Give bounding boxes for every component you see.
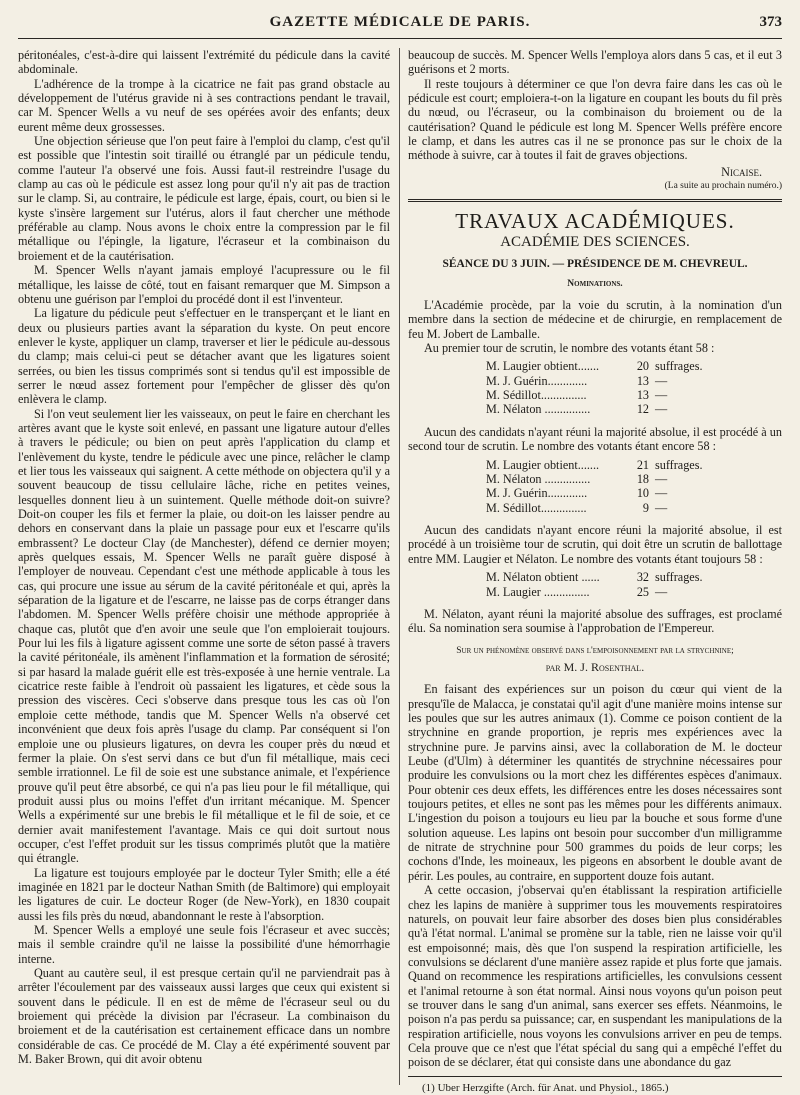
footnote-divider: [408, 1076, 782, 1077]
page-number: 373: [759, 14, 782, 30]
left-column: [18, 48, 390, 1087]
vote-tally-first-round: [486, 359, 726, 417]
vote-unit: —: [655, 500, 668, 515]
paragraph: beaucoup de succès. M. Spencer Wells l'employa alors dans 5 cas, et il eut 3 guérisons et 2 morts.: [408, 48, 782, 77]
paragraph: La ligature est toujours employée par le docteur Tyler Smith; elle a été imaginée en 1821 par le docteur Nathan Smith (de Baltimore) qui employait les ligatures de cuir. Le docteur Roger (de New-York), en 1830 coupait aussi les fils près du nœud, abandonnant le reste à l'absorption.: [18, 865, 390, 923]
candidate-name: M. Laugier obtient.......: [486, 359, 600, 374]
article-title: Sur un phénomène observé dans l'empoisonnement par la strychnine;: [456, 645, 734, 656]
vote-count: 10: [636, 486, 649, 501]
article-author: par M. J. Rosenthal.: [545, 660, 645, 674]
paragraph: M. Spencer Wells n'ayant jamais employé l'acupressure ou le fil métallique, les laisse de côté, tout en faisant remarquer que M. Simpson a obtenu une guérison par l'emploi du procédé dont il est l'inventeur.: [18, 263, 390, 306]
vote-row: [486, 402, 726, 416]
candidate-name: M. Nélaton ...............: [486, 402, 591, 417]
vote-row: [486, 486, 726, 500]
vote-count: 12: [636, 402, 649, 417]
candidate-name: M. Nélaton obtient ......: [486, 570, 600, 585]
vote-unit: —: [655, 471, 668, 486]
vote-row: [486, 501, 726, 515]
vote-row: [486, 585, 726, 599]
seance-heading: SÉANCE DU 3 JUIN. — PRÉSIDENCE DE M. CHEVREUL.: [442, 258, 748, 271]
paragraph: En faisant des expériences sur un poison du cœur qui vient de la presqu'île de Malacca, je constatai qu'il agit d'une manière moins intense sur les poules que sur les autres animaux (1). Comme ce poison contient de la strychnine en grande proportion, je repris mes expériences avec la strychnine pure. Je parvins ainsi, avec la collaboration de M. le docteur Leube (d'Ulm) à déterminer les quantités de strychnine nécessaires pour produire les convulsions ou la mort chez les différentes espèces d'animaux. Pour obtenir ces deux effets, les différences entre les doses nécessaires sont toujours petites, et elles ne sont pas les mêmes pour les différents animaux. L'ingestion du poison a toujours eu lieu par la bouche et sous forme d'une solution aqueuse. Les lapins ont besoin pour succomber d'un milligramme de nitrate de strychnine pour 500 grammes du poids de leur corps; les cochons d'Inde, les moineaux, les pigeons en absorbent le double avant de périr. Les poules, au contraire, en supportent douze fois autant.: [408, 682, 782, 883]
page-header: [18, 10, 782, 39]
vote-count: 13: [636, 388, 649, 402]
paragraph: L'adhérence de la trompe à la cicatrice ne fait pas grand obstacle au développement de l'utérus gravide ni à ses contractions pendant le travail, car M. Spencer Wells a vu neuf de ses opérées avoir des enfants; deux eurent même deux grossesses.: [18, 76, 390, 134]
vote-count: 9: [642, 500, 649, 515]
vote-unit: suffrages.: [655, 457, 703, 472]
candidate-name: M. Sédillot...............: [486, 388, 587, 402]
paragraph: M. Spencer Wells a employé une seule fois l'écraseur et avec succès; mais il semble craindre qu'il ne laisse la possibilité d'une hémorrhagie interne.: [18, 922, 390, 966]
vote-unit: suffrages.: [655, 570, 703, 585]
vote-count: 18: [636, 471, 649, 486]
vote-count: 20: [636, 359, 649, 374]
paragraph: Une objection sérieuse que l'on peut faire à l'emploi du clamp, c'est qu'il est possible que l'intestin soit tiraillé ou étranglé par un pédicule tendu, comme l'auteur l'a observé une fois. Aussi faut-il restreindre l'usage du clamp au cas où le pédicule est assez long pour qu'il n'y ait pas de traction sur le clamp. Si, au contraire, le pédicule est large, épais, court, ou bien si le kyste s'insère largement sur l'utérus, alors il faut chercher une méthode préférable au clamp. Nous avons le choix entre la compression par le fil métallique ou l'épingle, la ligature, l'écraseur et la combinaison du broiement et de la cautérisation.: [18, 134, 390, 263]
vote-unit: —: [655, 584, 668, 599]
vote-row: [486, 359, 726, 373]
paragraph: Si l'on veut seulement lier les vaisseaux, on peut le faire en cherchant les artères avant que le kyste soit enlevé, en passant une ligature autour d'elles à travers le pédicule; ou bien on peut après l'application du clamp et l'enlèvement du kyste, tendre le pédicule avec une pince, relâcher le clamp et lier tous les vaisseaux qui saignent. A cette méthode on objectera qu'il y a souvent beaucoup de tissu cellulaire lâche, riche en petites veines, lesquelles donnent lieu à un suintement. Quelle méthode doit-on suivre? Doit-on couper les fils et fermer la plaie, ou doit-on les laisser pendre au dehors en conservant dans la plaie un passage pour eux et l'escarre qu'ils embrassent? Le docteur Clay (de Manchester), défend ce dernier moyen; après quelques essais, M. Spencer Wells ne paraît guère disposé à l'employer de nouveau. Cependant c'est une méthode applicable à tous les cas, qui procure une issue au sérum de la cavité péritonéale et qui, après la séparation de la ligature et de l'escarre, ne laisse pas de corps étranger dans l'abdomen. M. Spencer Wells préfère choisir une méthode appropriée à chaque cas, plutôt que d'en avoir une seule que l'on emploierait toujours. Pour lui les fils à ligature agissent comme une sorte de séton passé à travers la cavité péritonéale, ils amènent l'inflammation et la formation de sérosité; si par hasard la malade guérit elle est très-exposée à une hernie ventrale. La cicatrice reste faible à l'endroit où passaient les ligatures, et cède sous la pression des viscères. Ceci s'observe dans presque tous les cas où l'on emploie cette méthode, tandis que M. Spencer Wells n'a observé cet inconvénient que deux fois après l'usage du clamp. Par conséquent si l'on emploie une ou plusieurs ligatures, on devra les couper près du nœud et fermer la plaie. On s'est servi dans ce but d'un fil métallique, mais ceci semble irrationnel. Le fil de soie est une substance animale, et l'expérience prouve qu'il peut être absorbé, ce qui n'a pas lieu pour le fil métallique, qui produit aussi plus ou moins l'effet d'un irritant mécanique. M. Spencer Wells a expérimenté sur une brebis le fil métallique et le fil de soie, et ce dernier avait manifestement l'avantage. Mais ce qui doit surtout nous occuper, c'est l'effet produit sur les tissus comprimés plutôt que la matière qui étrangle.: [18, 406, 390, 866]
continuation-note: (La suite au prochain numéro.): [664, 181, 782, 192]
vote-row: [486, 374, 726, 388]
vote-unit: —: [655, 402, 668, 417]
paragraph: Il reste toujours à déterminer ce que l'on devra faire dans les cas où le pédicule est court; emploiera-t-on la ligature en coupant les bouts du fil près du nœud, ou l'écraseur, ou la combinaison du broiement ou de la cautérisation? Quand le pédicule est long M. Spencer Wells préfère encore le clamp, et dans les autres cas il ne se prononce pas sur le choix de la méthode à suivre, car à toutes il fait de graves objections.: [408, 76, 782, 163]
vote-row: [486, 472, 726, 486]
paragraph: Aucun des candidats n'ayant encore réuni la majorité absolue, il est procédé à un troisième tour de scrutin, qui doit être un scrutin de ballottage entre MM. Laugier et Nélaton. Le nombre des votants étant toujours 58 :: [408, 523, 782, 566]
candidate-name: M. Laugier obtient.......: [486, 457, 600, 472]
vote-row: [486, 388, 726, 402]
paragraph: L'Académie procède, par la voie du scrutin, à la nomination d'un membre dans la section de médecine et de chirurgie, en remplacement de feu M. Jobert de Lamballe.: [408, 297, 782, 341]
vote-row: [486, 458, 726, 472]
section-subtitle: ACADÉMIE DES SCIENCES.: [500, 233, 690, 250]
right-column: [408, 48, 782, 1094]
candidate-name: M. J. Guérin.............: [486, 486, 588, 501]
vote-unit: —: [655, 388, 668, 402]
paragraph: M. Nélaton, ayant réuni la majorité absolue des suffrages, est proclamé élu. Sa nomination sera soumise à l'approbation de l'Empereur.: [408, 606, 782, 636]
nominations-heading: Nominations.: [567, 279, 623, 290]
section-title: TRAVAUX ACADÉMIQUES.: [455, 209, 735, 234]
paragraph: Quant au cautère seul, il est presque certain qu'il ne parviendrait pas à arrêter l'écoulement par des vaisseaux aussi larges que ceux qui existent si souvent dans le pédicule. Il en est de même de l'écraseur seul ou du broiement qui précède la division par l'écraseur. La combinaison du broiement et de la cautérisation est certainement efficace dans un nombre considérable de cas. Ce procédé de M. Clay a été expérimenté souvent par M. Baker Brown, qui dit avoir obtenu: [18, 966, 390, 1067]
footnote: (1) Uber Herzgifte (Arch. für Anat. und Physiol., 1865.): [422, 1081, 669, 1094]
paragraph: Aucun des candidats n'ayant réuni la majorité absolue, il est procédé à un second tour de scrutin. Le nombre des votants étant encore 58 :: [408, 424, 782, 454]
vote-unit: suffrages.: [655, 359, 703, 374]
vote-row: [486, 570, 726, 584]
vote-tally-second-round: [486, 458, 726, 516]
candidate-name: M. Laugier ...............: [486, 584, 590, 599]
vote-count: 13: [636, 373, 649, 388]
paragraph: A cette occasion, j'observai qu'en établissant la respiration artificielle chez les lapins de manière à supprimer tous les mouvements respiratoires naturels, on pouvait leur faire absorber des doses bien plus considérables qu'à l'état normal. L'animal se promène sur la table, rien ne laisse voir qu'il est empoisonné; mais, dès que l'on suspend la respiration artificielle, les convulsions se déclarent d'une manière assez rapide et plus forte que jamais. Quand on recommence les respirations artificielles, les convulsions cessent et l'animal retourne à son état normal. Ainsi nous voyons qu'un poison peut se trouver dans le sang d'un animal, sans exercer ses effets. Néanmoins, le poison n'a pas perdu sa puissance; car, en suspendant les manipulations de la respiration artificielle, nous voyons les convulsions arriver en peu de temps. Cela prouve que ce n'est que l'état spécial du sang qui a empêché l'effet du poison de se déclarer, état qui consiste dans une abondance du gaz: [408, 883, 782, 1070]
paragraph: La ligature du pédicule peut s'effectuer en le transperçant et le liant en deux ou plusieurs parties avant la séparation du kyste. On peut encore enlever le kyste, appliquer un clamp, traverser et lier le pédicule au-dessous du clamp; mais celui-ci peut se détacher avant que les ligatures soient serrées, ou bien les tissus comprimés sont si tendus qu'il est impossible de serrer le nœud assez fortement pour l'empêcher de glisser dès qu'on enlèvera le clamp.: [18, 306, 390, 407]
paragraph: Au premier tour de scrutin, le nombre des votants étant 58 :: [424, 340, 715, 355]
candidate-name: M. J. Guérin.............: [486, 373, 588, 388]
vote-unit: —: [655, 373, 668, 388]
vote-tally-third-round: [486, 570, 726, 599]
column-divider: [399, 48, 400, 1085]
candidate-name: M. Sédillot...............: [486, 500, 587, 515]
candidate-name: M. Nélaton ...............: [486, 471, 591, 486]
vote-count: 25: [636, 584, 649, 599]
author-signature: Nicaise.: [721, 164, 762, 179]
running-title: GAZETTE MÉDICALE DE PARIS.: [269, 14, 531, 30]
vote-unit: —: [655, 486, 668, 501]
vote-count: 32: [636, 570, 649, 585]
paragraph: péritonéales, c'est-à-dire qui laissent l'extrémité du pédicule dans la cavité abdominale.: [18, 48, 390, 77]
section-divider: [408, 199, 782, 202]
vote-count: 21: [636, 457, 649, 472]
